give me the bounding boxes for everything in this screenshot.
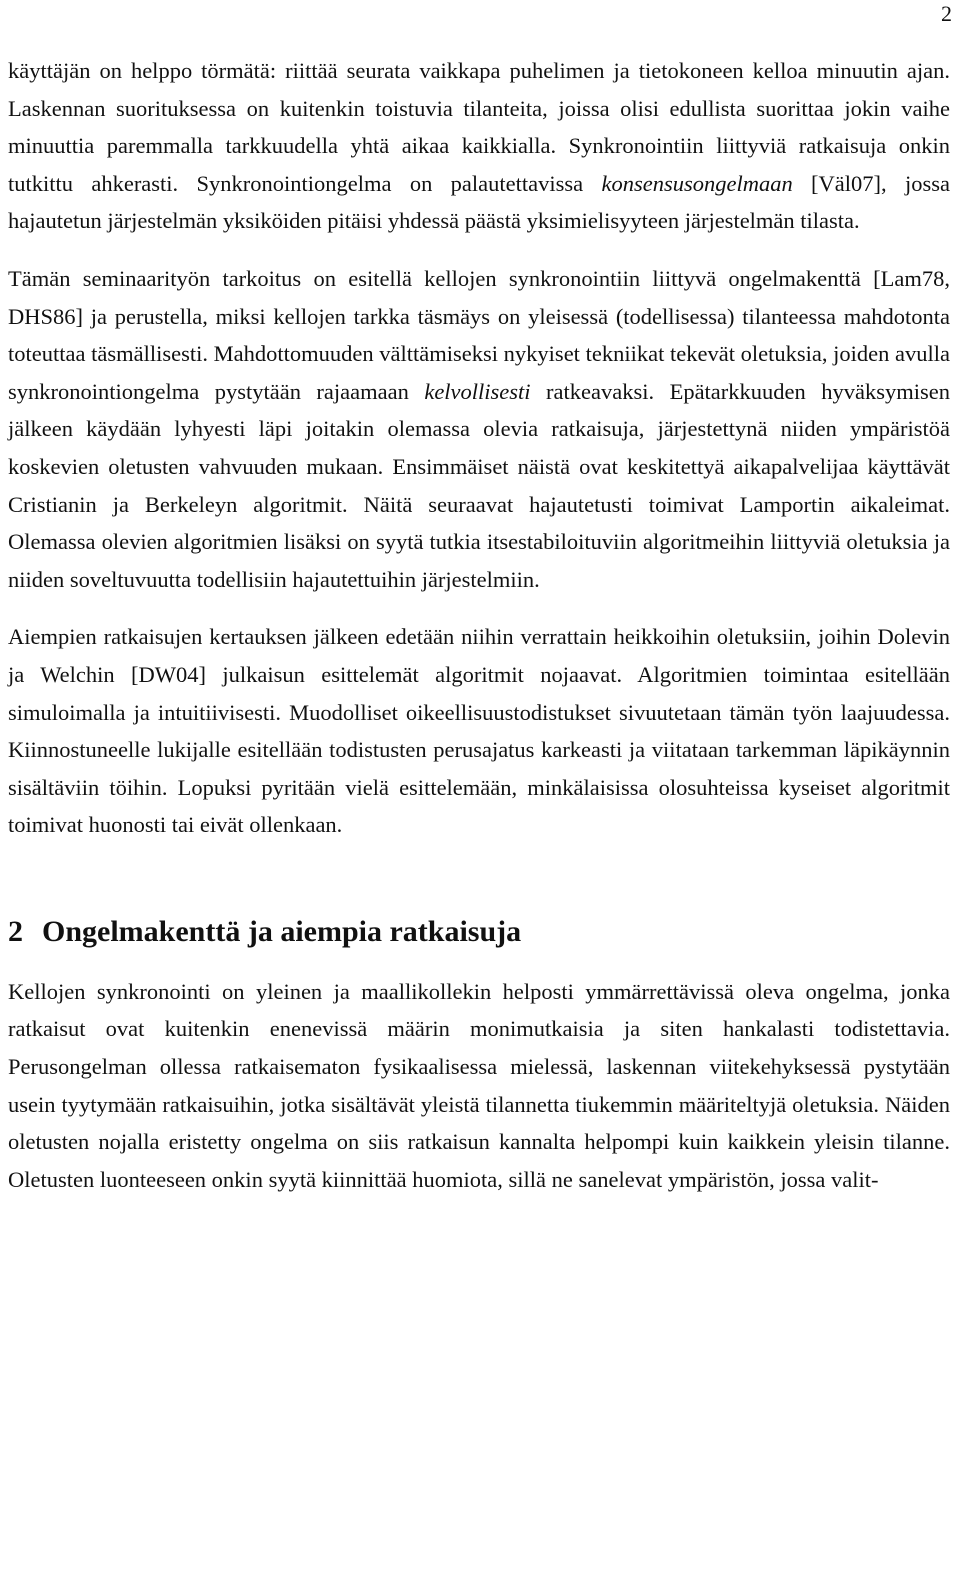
paragraph-text: Kellojen synkronointi on yleinen ja maallikollekin helposti ymmärrettävissä oleva ongelma, jonka ratkaisut ovat kuitenkin enenevissä määrin monimutkaisia ja siten hankalasti todistettavia. Perusongelman ollessa ratkaisematon fysikaalisessa mielessä, laskennan viitekehyksessä pystytään usein tyytymään ratkaisuihin, jotka sisältävät yleistä tilannetta tiukemmin määriteltyjä oletuksia. Näiden oletusten nojalla eristetty ongelma on siis ratkaisun kannalta helpompi kuin kaikkein yleisin tilanne. Oletusten luonteeseen onkin syytä kiinnittää huomiota, sillä ne sanelevat ympäristön, jossa valit- xyxy=(8,978,950,1192)
section-heading xyxy=(8,912,950,952)
document-page xyxy=(8,52,950,1198)
section-number: 2 xyxy=(8,914,23,948)
page-number: 2 xyxy=(941,1,952,26)
paragraph-text: Tämän seminaarityön tarkoitus on esitellä kellojen synkronointiin liittyvä ongelmakenttä [Lam78, DHS86] ja perustella, miksi kellojen tarkka täsmäys on yleisessä (todellisessa) tilanteessa mahdotonta toteuttaa täsmällisesti. Mahdottomuuden välttämiseksi nykyiset tekniikat tekevät oletuksia, joiden avulla synkronointiongelma pystytään rajaamaan xyxy=(8,265,950,404)
paragraph-text: Aiempien ratkaisujen kertauksen jälkeen edetään niihin verrattain heikkoihin oletuksiin, joihin Dolevin ja Welchin [DW04] julkaisun esittelemät algoritmit nojaavat. Algoritmien toimintaa esitellään simuloimalla ja intuitiivisesti. Muodolliset oikeellisuustodistukset sivuutetaan tämän työn laajuudessa. Kiinnostuneelle lukijalle esitellään todistusten perusajatus karkeasti ja viitataan tarkemman läpikäynnin sisältäviin töihin. Lopuksi pyritään vielä esittelemään, minkälaisissa olosuhteissa kyseiset algoritmit toimivat huonosti tai eivät ollenkaan. xyxy=(8,624,950,838)
paragraph-text: ratkeavaksi. Epätarkkuuden hyväksymisen jälkeen käydään lyhyesti läpi joitakin olemassa olevia ratkaisuja, järjestettynä niiden ympäristöä koskevien oletusten vahvuuden mukaan. Ensimmäiset näistä ovat keskitettyä aikapalvelijaa käyttävät Cristianin ja Berkeleyn algoritmit. Näitä seuraavat hajautetusti toimivat Lamportin aikaleimat. Olemassa olevien algoritmien lisäksi on syytä tutkia itsestabiloituviin algoritmeihin liittyviä oletuksia ja niiden soveltuvuutta todellisiin hajautettuihin järjestelmiin. xyxy=(8,378,950,592)
paragraph-section-2-intro xyxy=(8,973,950,1199)
italic-term-kelvollisesti: kelvollisesti xyxy=(424,378,531,404)
paragraph-text: [Väl07], jossa hajautetun järjestelmän yksiköiden pitäisi yhdessä päästä yksimielisyyteen järjestelmän tilasta. xyxy=(8,170,950,234)
italic-term-konsensusongelmaan: konsensusongelmaan xyxy=(601,170,793,196)
section-title: Ongelmakenttä ja aiempia ratkaisuja xyxy=(42,914,522,948)
paragraph-outline xyxy=(8,618,950,844)
paragraph-intro-continued xyxy=(8,52,950,240)
paragraph-text: käyttäjän on helppo törmätä: riittää seurata vaikkapa puhelimen ja tietokoneen kelloa minuutin ajan. Laskennan suorituksessa on kuitenkin toistuvia tilanteita, joissa olisi edullista suorittaa jokin vaihe minuuttia paremmalla tarkkuudella yhtä aikaa kaikkialla. Synkronointiin liittyviä ratkaisuja onkin tutkittu ahkerasti. Synkronointiongelma on palautettavissa xyxy=(8,58,950,196)
paragraph-seminar-purpose xyxy=(8,260,950,598)
